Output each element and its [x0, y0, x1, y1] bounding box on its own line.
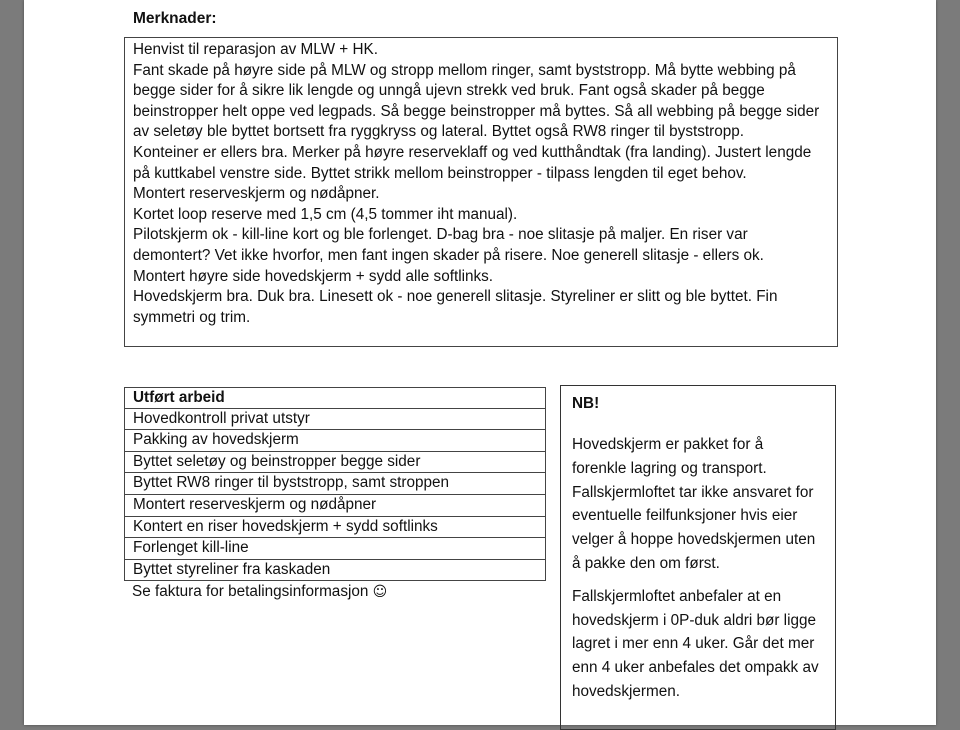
work-footer — [124, 582, 546, 603]
nb-line: enn 4 uker anbefales det ompakk av — [572, 659, 819, 677]
notes-line: av seletøy ble byttet bortsett fra ryggkryss og lateral. Byttet også RW8 ringer til byststropp. — [133, 123, 744, 141]
work-table-row: Pakking av hovedskjerm — [124, 430, 546, 452]
notes-line: Fant skade på høyre side på MLW og stropp mellom ringer, samt byststropp. Må bytte webbing på — [133, 61, 796, 79]
notes-line: begge sider for å sikre lik lengde og unngå ujevn strekk ved bruk. Fant også skader på begge — [133, 82, 765, 100]
nb-line: velger å hoppe hovedskjermen uten — [572, 531, 816, 549]
notes-box — [124, 37, 838, 347]
notes-line: Pilotskjerm ok - kill-line kort og ble forlenget. D-bag bra - noe slitasje på maljer. En riser var — [133, 226, 748, 244]
nb-line: Fallskjermloftet anbefaler at en — [572, 587, 782, 605]
notes-line: på kuttkabel venstre side. Byttet strikk mellom beinstropper - tilpass lengden til eget behov. — [133, 164, 747, 182]
notes-line: Konteiner er ellers bra. Merker på høyre reserveklaff og ved kutthåndtak (fra landing). Justert lengde — [133, 143, 812, 161]
nb-line: lagret i mer enn 4 uker. Går det mer — [572, 635, 815, 653]
work-table-row: Kontert en riser hovedskjerm + sydd softlinks — [124, 517, 546, 539]
work-table-row: Byttet RW8 ringer til byststropp, samt stroppen — [124, 473, 546, 495]
work-table-row: Forlenget kill-line — [124, 538, 546, 560]
document-page — [24, 0, 936, 725]
nb-line: å pakke den om først. — [572, 554, 720, 572]
nb-paragraph-2 — [572, 585, 825, 704]
work-table-row: Montert reserveskjerm og nødåpner — [124, 495, 546, 517]
work-table-row: Byttet seletøy og beinstropper begge sider — [124, 452, 546, 474]
nb-box — [560, 385, 836, 730]
nb-line: hovedskjerm i 0P-duk aldri bør ligge — [572, 611, 817, 629]
notes-line: Montert reserveskjerm og nødåpner. — [133, 185, 380, 203]
nb-line: forenkle lagring og transport. — [572, 459, 767, 477]
nb-line: eventuelle feilfunksjoner hvis eier — [572, 507, 798, 525]
nb-title: NB! — [572, 395, 600, 412]
notes-line: Henvist til reparasjon av MLW + HK. — [133, 41, 378, 58]
work-table — [124, 387, 546, 603]
notes-line: Kortet loop reserve med 1,5 cm (4,5 tommer iht manual). — [133, 205, 518, 223]
work-table-row: Hovedkontroll privat utstyr — [124, 409, 546, 431]
notes-heading: Merknader: — [133, 10, 217, 27]
notes-line: symmetri og trim. — [133, 308, 251, 326]
notes-line: demontert? Vet ikke hvorfor, men fant ingen skader på risere. Noe generell slitasje - ellers ok. — [133, 246, 764, 264]
notes-line: beinstropper helt oppe ved legpads. Så begge beinstropper må byttes. Så all webbing på begge sider — [133, 102, 820, 120]
notes-line: Hovedskjerm bra. Duk bra. Linesett ok - noe generell slitasje. Styreliner er slitt og ble byttet. Fin — [133, 288, 778, 306]
smiley-icon: ☺ — [372, 584, 388, 601]
nb-line: Fallskjermloftet tar ikke ansvaret for — [572, 483, 814, 501]
nb-line: Hovedskjerm er pakket for å — [572, 436, 764, 453]
notes-line: Montert høyre side hovedskjerm + sydd alle softlinks. — [133, 267, 494, 285]
work-table-row: Byttet styreliner fra kaskaden — [124, 560, 546, 582]
work-table-title: Utført arbeid — [124, 387, 546, 409]
nb-line: hovedskjermen. — [572, 682, 680, 700]
nb-paragraph-1 — [572, 433, 825, 576]
work-footer-text: Se faktura for betalingsinformasjon — [132, 583, 369, 601]
